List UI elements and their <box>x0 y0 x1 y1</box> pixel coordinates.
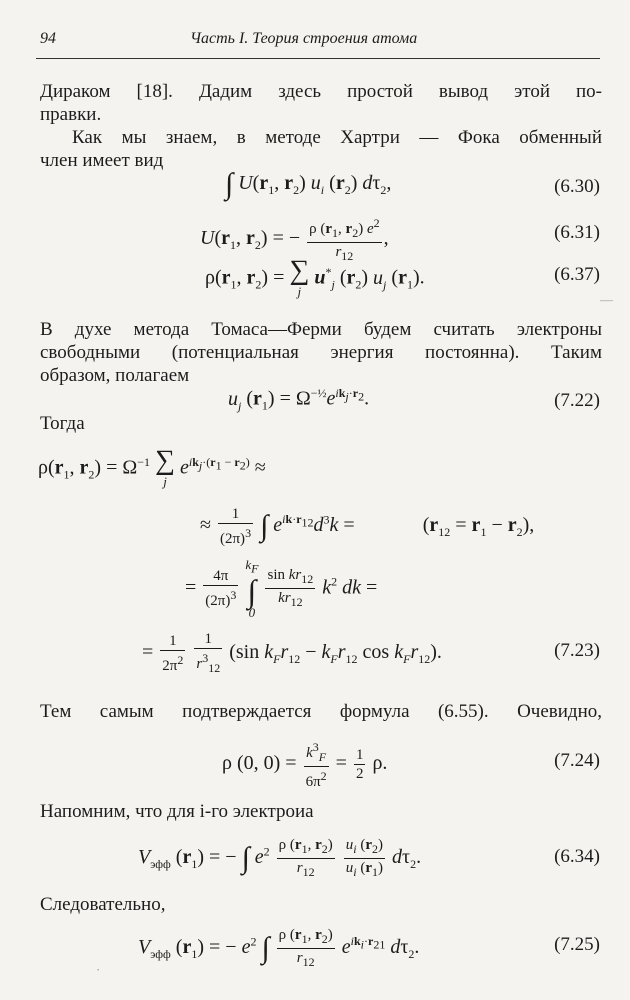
text-line: Следовательно, <box>40 894 166 915</box>
equation-number: (7.22) <box>554 390 600 411</box>
text-line: член имеет вид <box>40 150 164 171</box>
running-title: Часть I. Теория строения атома <box>190 30 418 47</box>
equation-7-23-line-2: ≈ $\frac{1}{(2\pi)^3}$ ∫ $e^{ik\cdot r_{12}}d^3k = (r_{12} = r_1 - r_2)$, <box>200 506 535 547</box>
page-number: 94 <box>40 30 56 47</box>
equation-number: (6.31) <box>554 222 600 243</box>
text-line: свободными (потенциальная энергия постоянна). Таким <box>40 342 602 363</box>
equation-7-22: $u_j$ $(r_1) = \Omega^{-\frac{1}{2}}e^{ik_j\cdot r_2}$. <box>228 386 370 413</box>
equation-number: (7.24) <box>554 750 600 771</box>
equation-6-34: $V_{эфф}$ $(r_1)$ = − ∫ $e^2$ $\frac{\rho (r_1, r_2)}{r_{12}}$ $\frac{u_i (r_2)}{u_i (r_1)}$ $d\tau_2$. <box>138 837 422 879</box>
equation-7-23-line-3: = $\frac{4\pi}{(2\pi)^3}$ $k_F$ ∫ 0 $\frac{\sin kr_{12}}{kr_{12}}$ $k^2$ dk = <box>185 557 378 620</box>
margin-mark: · <box>96 962 101 977</box>
paragraph-thomas-fermi <box>40 318 602 387</box>
text-line: Напомним, что для i-го электроиа <box>40 801 314 822</box>
equation-7-23-line-4: = $\frac{1}{2\pi^2}$ $\frac{1}{r^3_{12}}$ (sin $k_Fr_{12} - k_Fr_{12}$ $\cos k_Fr_{12}$). <box>142 631 442 675</box>
text-line: Как мы знаем, в методе Хартри — Фока обменный <box>72 127 602 148</box>
equation-number: (6.34) <box>554 846 600 867</box>
text-line: правки. <box>40 104 102 125</box>
equation-6-31: $U(r_1$, $r_2$) = − $\frac{\rho (r_1, r_2) e^2}{r_{12}}$ , <box>200 216 389 263</box>
text-line: В духе метода Томаса—Ферми будем считать электроны <box>40 319 602 340</box>
equation-number: (6.30) <box>554 176 600 197</box>
text-line: Дираком [18]. Дадим здесь простой вывод этой по- <box>40 81 602 102</box>
header-rule <box>36 58 600 59</box>
equation-number: (7.23) <box>554 640 600 661</box>
equation-7-25: $V_{эфф}$ $(r_1)$ = − $e^2$ ∫ $\frac{\rho (r_1, r_2)}{r_{12}}$ $e^{ik_i\cdot r_{21}}$ $d\tau_2$. <box>138 927 420 969</box>
text-line: образом, полагаем <box>40 365 190 386</box>
text-line: Тем самым подтверждается формула (6.55). Очевидно, <box>40 701 602 722</box>
margin-mark: — <box>600 292 613 307</box>
paragraph-confirmed <box>40 700 602 723</box>
equation-7-23-line-1: $\rho(r_1$, $r_2) = \Omega^{-1}$ ∑ j $e^{ik_j\cdot(r_1 - r_2)}$ ≈ <box>38 445 266 489</box>
paragraph-therefore <box>40 893 602 916</box>
equation-number: (7.25) <box>554 934 600 955</box>
text-line: Тогда <box>40 413 85 434</box>
equation-6-30: ∫ $U(r_1$, $r_2$) $u_i$ $(r_2)$ $d\tau_2$, <box>225 167 392 201</box>
equation-7-24: ρ (0, 0) = $\frac{k^3_F}{6\pi^2}$ = $\frac{1}{2}$ ρ. <box>222 740 388 790</box>
paragraph-hartree-fock <box>40 126 602 172</box>
equation-number: (6.37) <box>554 264 600 285</box>
paragraph-recall <box>40 800 602 823</box>
paragraph-then <box>40 412 602 435</box>
paragraph-dirac <box>40 80 602 126</box>
equation-6-37: $\rho(r_1$, $r_2$) = ∑ j $u^*_j$ $(r_2)$ $u_j$ $(r_1)$. <box>205 255 425 299</box>
